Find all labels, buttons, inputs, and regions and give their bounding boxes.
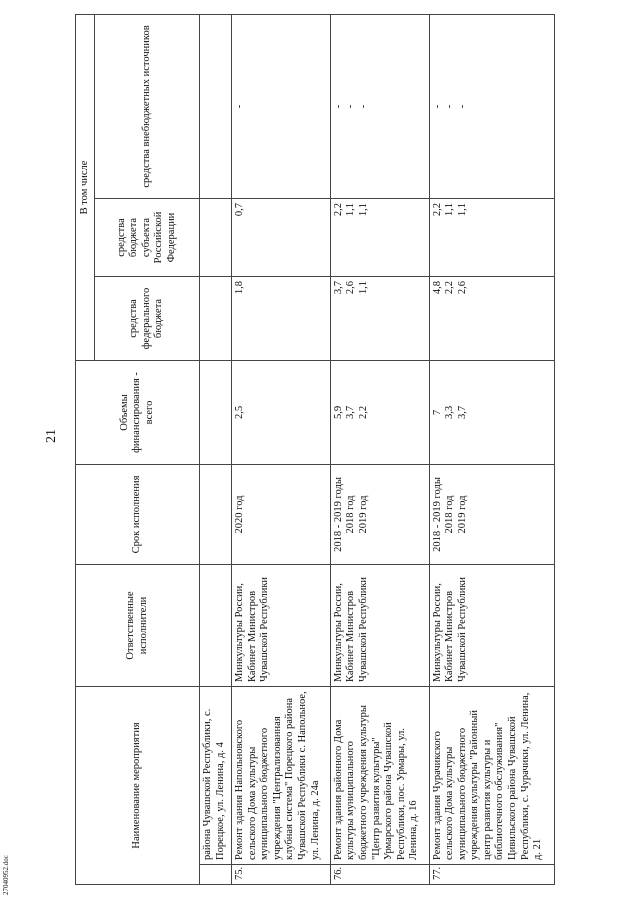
row-regional	[429, 198, 555, 276]
page-number: 21	[44, 429, 59, 443]
row-federal-value: 1,1	[357, 280, 369, 295]
table-row	[330, 14, 429, 884]
row-deadline	[429, 464, 555, 564]
row-deadline-value: 2018 - 2019 годы	[332, 477, 344, 552]
row-regional-value: 2,2	[431, 202, 443, 217]
row-regional	[330, 198, 429, 276]
row-total-value: 3,3	[444, 405, 456, 420]
row-total-value: 2,5	[234, 405, 245, 420]
row-extra-value: -	[456, 104, 468, 109]
row-deadline-value: 2020 год	[234, 495, 245, 534]
row-regional-value: 2,2	[332, 202, 344, 217]
row-deadline-value: 2018 - 2019 годы	[431, 477, 443, 552]
row-extra	[330, 14, 429, 198]
row-federal-value: 2,6	[345, 280, 357, 295]
row-total-value: 3,7	[345, 405, 357, 420]
row-executors: Минкультуры России, Кабинет Министров Чувашской Республики	[330, 564, 429, 686]
row-federal-value: 2,6	[456, 280, 468, 295]
row-extra	[429, 14, 555, 198]
row-name: Ремонт здания Чурачикского сельского Дома культуры муниципального бюджетного учреждения культуры "Районный центр развития культуры и библиотечного обслуживания" Цивильского района Чувашской Республики, с. Чурачики, ул. Ленина, д. 21	[429, 686, 555, 864]
header-extra: средства внебюджетных источников	[95, 14, 200, 198]
row-federal-value: 3,7	[332, 280, 344, 295]
row-deadline-value: 2019 год	[456, 495, 468, 534]
header-regional: средства бюджета субъекта Российской Федерации	[95, 198, 200, 276]
row-name: Ремонт здания районного Дома культуры муниципального бюджетного учреждения культуры "Центр развития культуры" Урмарского района Чувашской Республики, пос. Урмары, ул. Ленина, д. 16	[330, 686, 429, 864]
row-federal	[429, 276, 555, 360]
row-regional-value: 1,1	[345, 202, 357, 217]
header-federal: средства федерального бюджета	[95, 276, 200, 360]
row-total	[232, 360, 331, 464]
row-extra-value: -	[332, 104, 344, 109]
row-regional-value: 1,1	[444, 202, 456, 217]
header-incl-group: В том числе	[76, 14, 95, 360]
table-body	[200, 14, 555, 884]
row-extra	[232, 14, 331, 198]
table-row	[232, 14, 331, 884]
row-executors: Минкультуры России, Кабинет Министров Чувашской Республики	[232, 564, 331, 686]
financing-table	[75, 14, 555, 885]
row-total	[429, 360, 555, 464]
row-total-value: 5,9	[332, 405, 344, 420]
row-deadline	[330, 464, 429, 564]
row-total-value: 2,2	[357, 405, 369, 420]
row-deadline-value: 2019 год	[357, 495, 369, 534]
row-extra-value: -	[345, 104, 357, 109]
row-deadline-value: 2018 год	[345, 495, 357, 534]
row-extra-value: -	[234, 104, 245, 109]
row-name: Ремонт здания Напольновского сельского Дома культуры муниципального бюджетного учреждения "Централизованная клубная система" Порецкого района Чувашской Республики с. Напольное, ул. Ленина, д. 24а	[232, 686, 331, 864]
row-federal	[232, 276, 331, 360]
row-deadline	[232, 464, 331, 564]
document-code: 27040952.doc	[2, 855, 10, 895]
header-total: Объемы финансирования - всего	[76, 360, 200, 464]
row-regional-value: 1,1	[357, 202, 369, 217]
row-number: 76.	[330, 865, 429, 885]
row-extra-value: -	[431, 104, 443, 109]
row-regional-value: 1,1	[456, 202, 468, 217]
row-federal-value: 4,8	[431, 280, 443, 295]
row-federal-value: 2,2	[444, 280, 456, 295]
row-number: 75.	[232, 865, 331, 885]
financing-table-container	[75, 15, 555, 885]
continuation-row	[200, 14, 232, 884]
row-regional	[232, 198, 331, 276]
row-executors: Минкультуры России, Кабинет Министров Чувашской Республики	[429, 564, 555, 686]
header-executors: Ответственные исполнители	[76, 564, 200, 686]
row-federal	[330, 276, 429, 360]
row-number: 77.	[429, 865, 555, 885]
header-deadline: Срок исполнения	[76, 464, 200, 564]
row-regional-value: 0,7	[234, 202, 245, 217]
header-name: Наименование мероприятия	[76, 686, 200, 884]
row-federal-value: 1,8	[234, 280, 245, 295]
row-total-value: 7	[431, 409, 443, 416]
row-extra-value: -	[444, 104, 456, 109]
row-deadline-value: 2018 год	[444, 495, 456, 534]
table-row	[429, 14, 555, 884]
row-total	[330, 360, 429, 464]
row-extra-value: -	[357, 104, 369, 109]
row-total-value: 3,7	[456, 405, 468, 420]
continuation-name: района Чувашской Республики, с. Порецкое, ул. Ленина, д. 4	[200, 686, 232, 864]
